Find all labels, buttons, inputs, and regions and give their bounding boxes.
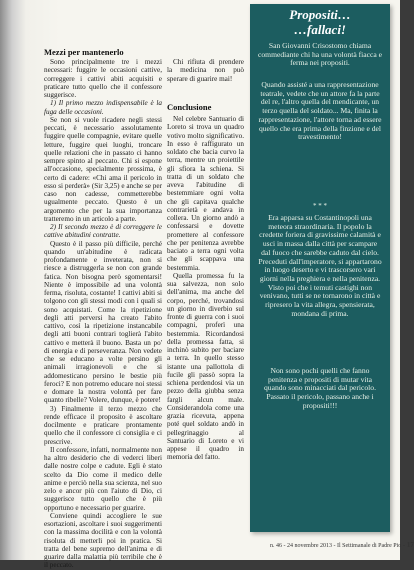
paragraph: Il confessore, infatti, normalmente non ha altro desiderio che di vederci liberi dalle nostre colpe e cadute. Egli è stato scelto da Dio come il medico delle anime e perciò nella sua scienza, nel suo zelo e ancor più con l'aiuto di Dio, ci suggerisce tutto quello che è più opportuno e necessario per guarire.: [44, 445, 162, 512]
sidebar-box: [250, 4, 390, 532]
paragraph: Chi rifiuta di prendere la medicina non può sperare di guarire mai!: [167, 58, 244, 83]
sidebar-paragraph: Quando assisté a una rappresentazione teatrale, vedete che un attore fa la parte del re, l'altro quella del mendicante, un terzo quella del soldato... Ma, finita la rappresentazione, l'attore torna ad essere quello che era prima della finzione e del travestimento!: [258, 80, 382, 142]
sidebar-title: [256, 8, 384, 37]
paragraph: 2) Il secondo mezzo è di correggere le cattive abitudini contratte.: [44, 223, 162, 240]
sidebar-paragraph: Non sono pochi quelli che fanno penitenza e propositi di mutar vita quando sono minacciati dal pericolo. Passato il pericolo, passano anche i propositi!!!: [264, 366, 376, 410]
article-column-2-top: [167, 58, 244, 83]
article-column-1: [44, 58, 162, 570]
paragraph: Questo è il passo più difficile, perché quando un'abitudine è radicata profondamente e inveterata, non si riesce a distruggerla se non con grande fatica. Non bisogna però sgomentarsi! Niente è impossibile ad una volontà ferma, risoluta, costante! I cattivi abiti si tolgono con gli stessi modi con i quali si sono acquistati. Come la ripetizione degli atti perversi ha creato l'abito cattivo, così la ripetizione instancabile degli atti buoni contrari toglierà l'abito cattivo e metterà il buono. Basta un po' di energia e di perseveranza. Non vedete che se educano a volte persino gli animali irragionevoli e che si addomesticano persino le bestie più feroci? E non potremo educare noi stessi e domare la nostra volontà per fare quanto ribelle? Volere, dunque, è potere!: [44, 239, 162, 405]
sidebar-text-block: [258, 367, 382, 411]
section-heading: Conclusione: [167, 102, 212, 112]
paragraph: Quella promessa fu la sua salvezza, non solo dell'anima, ma anche del corpo, perché, trovandosi un giorno in diverbio sul fronte di guerra con i suoi compagni, proferì una bestemmia. Ricordandosi della promessa fatta, si inchinò subito per baciare a terra. In quello stesso istante una pallottola di fucile gli passò sopra la schiena perdendosi via un pezzo della giubba senza fargli alcun male. Considerandola come una grazia ricevuta, appena poté quel soldato andò in pellegrinaggio al Santuario di Loreto e vi appese il quadro in memoria del fatto.: [167, 271, 244, 462]
page-number: - 17: [402, 541, 414, 549]
sidebar-title-line: …fallaci!: [294, 21, 346, 37]
paragraph: Nel celebre Santuario di Loreto si trova un quadro votivo molto significativo. In esso è raffigurato un soldato che bacia curvo la terra, mentre un proiettile gli sfiora la schiena. Si tratta di un soldato che aveva l'abitudine di bestemmiare ogni volta che gli capitava qualche contrarietà e andava in collera. Un giorno andò a confessarsi e dovette promettere al confessore che per penitenza avrebbe baciato a terra ogni volta che gli scappava una bestemmia.: [167, 115, 244, 272]
paragraph: 1) Il primo mezzo indispensabile è la fuga delle occasioni.: [44, 99, 162, 116]
paragraph: Sono principalmente tre i mezzi necessari: fuggire le occasioni cattive, correggere i cattivi abiti acquisiti e praticare tutto quello che il confessore suggerisce.: [44, 58, 162, 99]
paragraph: 3) Finalmente il terzo mezzo che rende efficace il proposito è ascoltare docilmente e praticare prontamente quello che il confessore ci consiglia e ci prescrive.: [44, 404, 162, 446]
paragraph: Se non si vuole ricadere negli stessi peccati, è necessario assolutamente fuggire quelle compagnie, evitare quelle letture, fuggire quei luoghi, troncare quelle relazioni che in passato ci hanno sempre spinto al peccato. Chi si espone all'occasione, specialmente prossima, è certo di cadere: «Chi ama il pericolo in esso si perderà» (Sir 3,25) e anche se per caso non cadesse, commetterebbe ugualmente peccato. Questo è un argomento che per la sua importanza tratteremo in un articolo a parte.: [44, 115, 162, 223]
sidebar-text-block: [258, 42, 382, 68]
paragraph: Conviene quindi accogliere le sue esortazioni, ascoltare i suoi suggerimenti con la massima docilità e con la volontà risoluta di metterli poi in pratica. Si tratta del bene supremo dell'anima e di guarire dalla malattia più terribile che è il peccato.: [44, 511, 162, 570]
section-heading: Mezzi per mantenerlo: [44, 47, 124, 57]
sidebar-title-line: Propositi…: [289, 7, 351, 22]
page-footer: [270, 541, 414, 549]
article-column-2: [167, 115, 244, 462]
issue-info: n. 46 - 24 novembre 2013 - Il Settimanale di Padre Pio: [270, 543, 402, 549]
sidebar-paragraph: Era apparsa su Costantinopoli una meteora straordinaria. Il popolo la credette foriera di gravissime calamità e usci in massa dalla città per scampare dal fuoco che sarebbe caduto dal cielo. Preceduti dall'imperatore, si appartarono in luogo deserto e vi trascorsero vari giorni nella preghiera e nella penitenza. Visto poi che i temuti castighi non venivano, tutti se ne tornarono in città e ripresero la vita allegra, spensierata, mondana di prima.: [258, 213, 382, 318]
sidebar-paragraph: San Giovanni Crisostomo chiama commediante chi ha una volontà fiacca e ferma nei propositi.: [258, 41, 382, 68]
separator-stars: * * *: [313, 202, 327, 210]
sidebar-text-block: [258, 214, 382, 318]
sidebar-text-block: [258, 81, 382, 142]
